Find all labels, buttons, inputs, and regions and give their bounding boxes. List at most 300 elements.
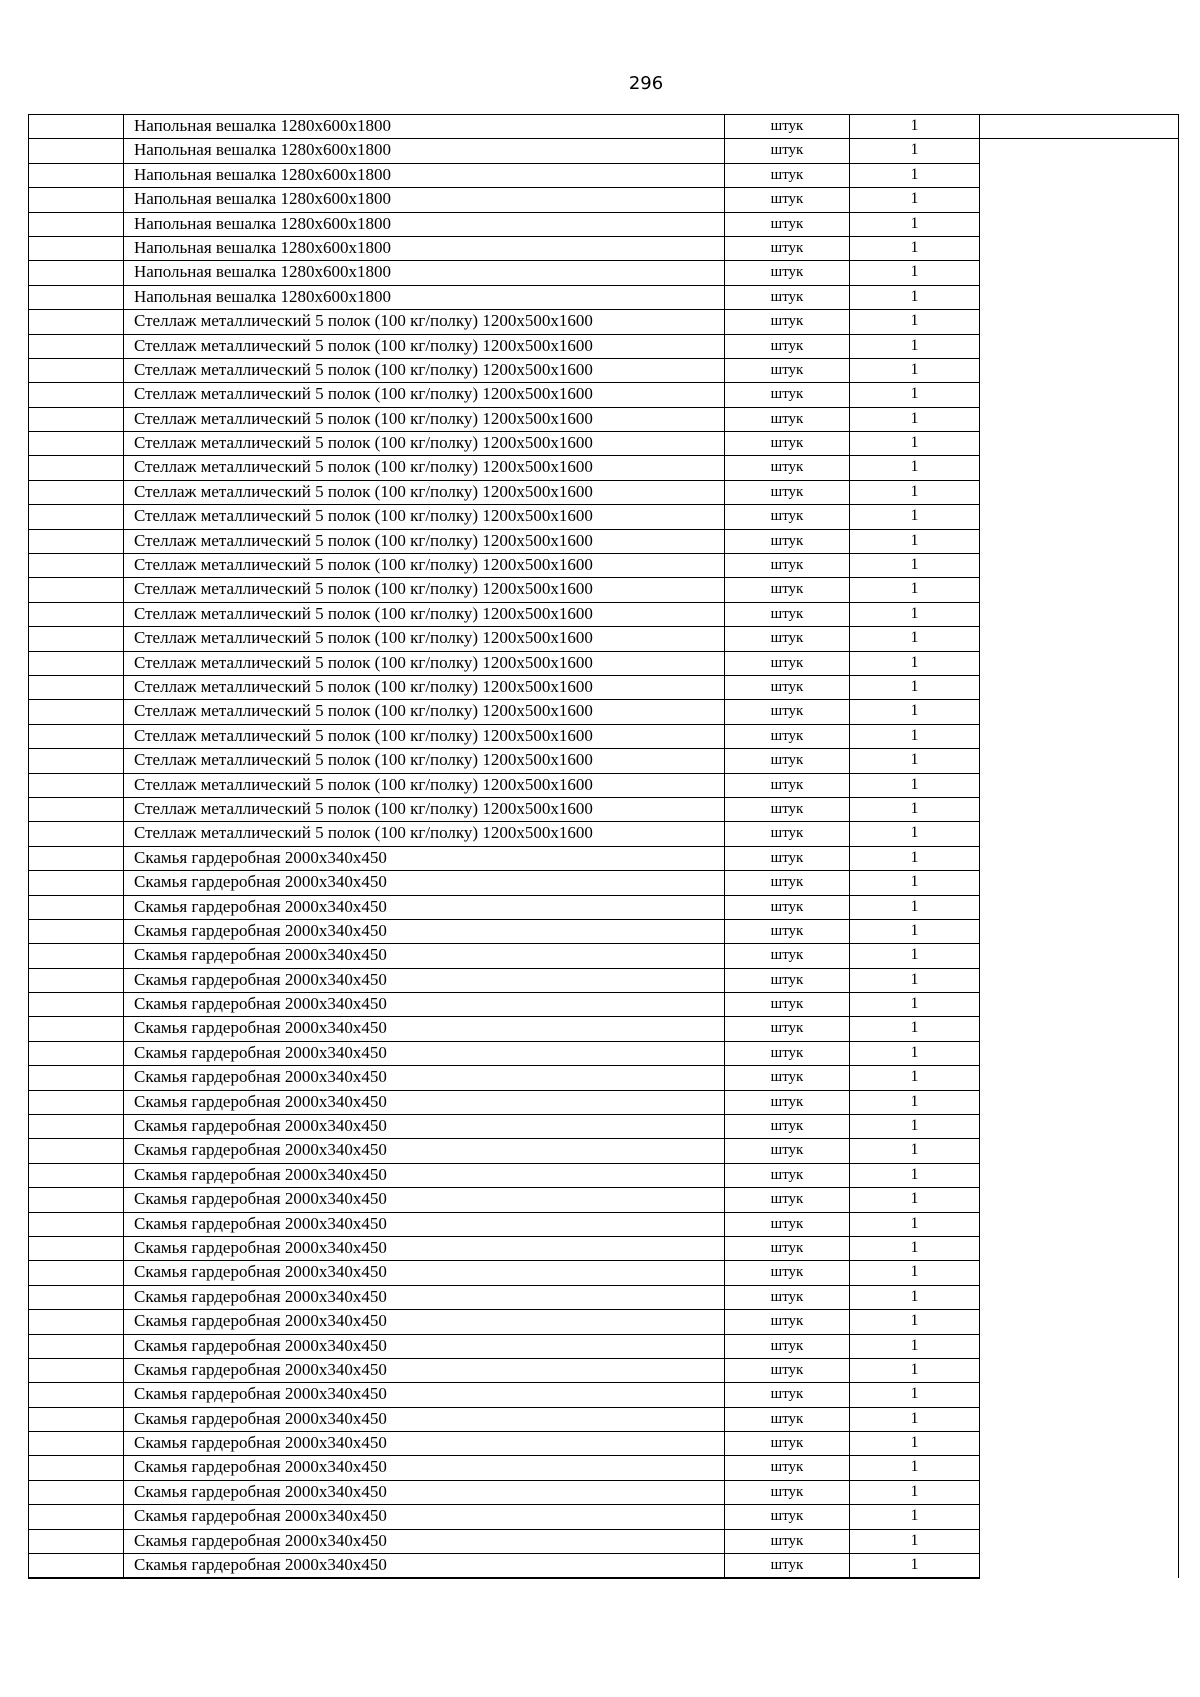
note-cell [980,115,1179,139]
quantity-cell: 1 [850,749,980,773]
item-name-cell: Скамья гардеробная 2000х340х450 [124,1261,725,1285]
note-cell [980,310,1179,334]
table-row [29,1529,1179,1553]
row-number-cell [29,407,124,431]
quantity-cell: 1 [850,1554,980,1579]
unit-cell: штук [725,212,850,236]
quantity-cell: 1 [850,261,980,285]
table-row [29,432,1179,456]
note-cell [980,1505,1179,1529]
quantity-cell: 1 [850,188,980,212]
note-cell [980,188,1179,212]
note-cell [980,554,1179,578]
table-row [29,1456,1179,1480]
table-row [29,1432,1179,1456]
quantity-cell: 1 [850,432,980,456]
unit-cell: штук [725,1090,850,1114]
item-name-cell: Скамья гардеробная 2000х340х450 [124,1066,725,1090]
unit-cell: штук [725,1407,850,1431]
item-name-cell: Стеллаж металлический 5 полок (100 кг/полку) 1200х500х1600 [124,822,725,846]
note-cell [980,358,1179,382]
quantity-cell: 1 [850,1529,980,1553]
table-row [29,139,1179,163]
row-number-cell [29,1383,124,1407]
item-name-cell: Напольная вешалка 1280х600х1800 [124,163,725,187]
unit-cell: штук [725,456,850,480]
item-name-cell: Стеллаж металлический 5 полок (100 кг/полку) 1200х500х1600 [124,627,725,651]
item-name-cell: Напольная вешалка 1280х600х1800 [124,139,725,163]
note-cell [980,529,1179,553]
row-number-cell [29,944,124,968]
row-number-cell [29,773,124,797]
note-cell [980,334,1179,358]
table-row [29,1163,1179,1187]
quantity-cell: 1 [850,334,980,358]
quantity-cell: 1 [850,163,980,187]
unit-cell: штук [725,1115,850,1139]
unit-cell: штук [725,432,850,456]
table-row [29,944,1179,968]
quantity-cell: 1 [850,358,980,382]
table-row [29,749,1179,773]
item-name-cell: Скамья гардеробная 2000х340х450 [124,1212,725,1236]
quantity-cell: 1 [850,212,980,236]
row-number-cell [29,1407,124,1431]
quantity-cell: 1 [850,1041,980,1065]
quantity-cell: 1 [850,1310,980,1334]
row-number-cell [29,895,124,919]
table-row [29,700,1179,724]
unit-cell: штук [725,1383,850,1407]
note-cell [980,749,1179,773]
quantity-cell: 1 [850,724,980,748]
unit-cell: штук [725,1285,850,1309]
quantity-cell: 1 [850,139,980,163]
note-cell [980,1456,1179,1480]
row-number-cell [29,1480,124,1504]
quantity-cell: 1 [850,944,980,968]
quantity-cell: 1 [850,1480,980,1504]
table-row [29,1115,1179,1139]
note-cell [980,1163,1179,1187]
quantity-cell: 1 [850,993,980,1017]
quantity-cell: 1 [850,1432,980,1456]
quantity-cell: 1 [850,1188,980,1212]
unit-cell: штук [725,1310,850,1334]
table-row [29,1554,1179,1579]
table-row [29,1334,1179,1358]
table-row [29,163,1179,187]
row-number-cell [29,1236,124,1260]
quantity-cell: 1 [850,554,980,578]
item-name-cell: Напольная вешалка 1280х600х1800 [124,115,725,139]
item-name-cell: Стеллаж металлический 5 полок (100 кг/полку) 1200х500х1600 [124,334,725,358]
note-cell [980,822,1179,846]
unit-cell: штук [725,968,850,992]
row-number-cell [29,1505,124,1529]
unit-cell: штук [725,871,850,895]
unit-cell: штук [725,1212,850,1236]
row-number-cell [29,871,124,895]
unit-cell: штук [725,505,850,529]
unit-cell: штук [725,749,850,773]
row-number-cell [29,1090,124,1114]
note-cell [980,212,1179,236]
table-row [29,822,1179,846]
table-row [29,1310,1179,1334]
quantity-cell: 1 [850,602,980,626]
row-number-cell [29,846,124,870]
item-name-cell: Стеллаж металлический 5 полок (100 кг/полку) 1200х500х1600 [124,773,725,797]
item-name-cell: Напольная вешалка 1280х600х1800 [124,236,725,260]
unit-cell: штук [725,627,850,651]
note-cell [980,285,1179,309]
unit-cell: штук [725,1139,850,1163]
item-name-cell: Стеллаж металлический 5 полок (100 кг/полку) 1200х500х1600 [124,310,725,334]
note-cell [980,163,1179,187]
quantity-cell: 1 [850,1139,980,1163]
unit-cell: штук [725,1041,850,1065]
equipment-table [28,114,1179,1579]
item-name-cell: Стеллаж металлический 5 полок (100 кг/полку) 1200х500х1600 [124,724,725,748]
note-cell [980,919,1179,943]
quantity-cell: 1 [850,1407,980,1431]
unit-cell: штук [725,1066,850,1090]
item-name-cell: Напольная вешалка 1280х600х1800 [124,261,725,285]
item-name-cell: Скамья гардеробная 2000х340х450 [124,1163,725,1187]
unit-cell: штук [725,1188,850,1212]
note-cell [980,895,1179,919]
quantity-cell: 1 [850,773,980,797]
row-number-cell [29,139,124,163]
item-name-cell: Скамья гардеробная 2000х340х450 [124,1139,725,1163]
unit-cell: штук [725,1554,850,1579]
table-row [29,724,1179,748]
item-name-cell: Скамья гардеробная 2000х340х450 [124,1115,725,1139]
unit-cell: штук [725,383,850,407]
note-cell [980,1407,1179,1431]
row-number-cell [29,1066,124,1090]
item-name-cell: Стеллаж металлический 5 полок (100 кг/полку) 1200х500х1600 [124,529,725,553]
note-cell [980,1212,1179,1236]
table-row [29,968,1179,992]
unit-cell: штук [725,261,850,285]
note-cell [980,846,1179,870]
note-cell [980,261,1179,285]
unit-cell: штук [725,944,850,968]
unit-cell: штук [725,1480,850,1504]
table-row [29,505,1179,529]
table-row [29,480,1179,504]
row-number-cell [29,675,124,699]
table-row [29,1139,1179,1163]
quantity-cell: 1 [850,822,980,846]
item-name-cell: Скамья гардеробная 2000х340х450 [124,1383,725,1407]
quantity-cell: 1 [850,1383,980,1407]
table-row [29,627,1179,651]
quantity-cell: 1 [850,651,980,675]
note-cell [980,797,1179,821]
row-number-cell [29,724,124,748]
note-cell [980,1115,1179,1139]
row-number-cell [29,1456,124,1480]
table-row [29,797,1179,821]
item-name-cell: Скамья гардеробная 2000х340х450 [124,944,725,968]
row-number-cell [29,749,124,773]
unit-cell: штук [725,1236,850,1260]
unit-cell: штук [725,822,850,846]
item-name-cell: Скамья гардеробная 2000х340х450 [124,846,725,870]
row-number-cell [29,1163,124,1187]
note-cell [980,651,1179,675]
row-number-cell [29,1358,124,1382]
table-row [29,846,1179,870]
quantity-cell: 1 [850,1212,980,1236]
unit-cell: штук [725,724,850,748]
item-name-cell: Скамья гардеробная 2000х340х450 [124,1041,725,1065]
quantity-cell: 1 [850,1261,980,1285]
quantity-cell: 1 [850,236,980,260]
quantity-cell: 1 [850,1334,980,1358]
note-cell [980,724,1179,748]
note-cell [980,993,1179,1017]
item-name-cell: Напольная вешалка 1280х600х1800 [124,285,725,309]
note-cell [980,139,1179,163]
item-name-cell: Скамья гардеробная 2000х340х450 [124,871,725,895]
table-row [29,358,1179,382]
note-cell [980,627,1179,651]
unit-cell: штук [725,163,850,187]
row-number-cell [29,968,124,992]
table-row [29,675,1179,699]
table-row [29,1505,1179,1529]
quantity-cell: 1 [850,1115,980,1139]
quantity-cell: 1 [850,797,980,821]
item-name-cell: Скамья гардеробная 2000х340х450 [124,1285,725,1309]
unit-cell: штук [725,1334,850,1358]
quantity-cell: 1 [850,1358,980,1382]
table-row [29,1285,1179,1309]
quantity-cell: 1 [850,578,980,602]
note-cell [980,1383,1179,1407]
unit-cell: штук [725,797,850,821]
note-cell [980,602,1179,626]
row-number-cell [29,797,124,821]
item-name-cell: Стеллаж металлический 5 полок (100 кг/полку) 1200х500х1600 [124,432,725,456]
unit-cell: штук [725,602,850,626]
note-cell [980,1358,1179,1382]
quantity-cell: 1 [850,115,980,139]
table-row [29,1261,1179,1285]
item-name-cell: Скамья гардеробная 2000х340х450 [124,1310,725,1334]
item-name-cell: Стеллаж металлический 5 полок (100 кг/полку) 1200х500х1600 [124,480,725,504]
note-cell [980,1432,1179,1456]
item-name-cell: Стеллаж металлический 5 полок (100 кг/полку) 1200х500х1600 [124,700,725,724]
row-number-cell [29,236,124,260]
table-row [29,1041,1179,1065]
quantity-cell: 1 [850,968,980,992]
table-row [29,773,1179,797]
row-number-cell [29,115,124,139]
note-cell [980,773,1179,797]
note-cell [980,1529,1179,1553]
table-row [29,188,1179,212]
row-number-cell [29,163,124,187]
unit-cell: штук [725,554,850,578]
item-name-cell: Скамья гардеробная 2000х340х450 [124,1358,725,1382]
table-row [29,578,1179,602]
table-row [29,1407,1179,1431]
unit-cell: штук [725,993,850,1017]
row-number-cell [29,188,124,212]
row-number-cell [29,1334,124,1358]
unit-cell: штук [725,895,850,919]
quantity-cell: 1 [850,1066,980,1090]
quantity-cell: 1 [850,480,980,504]
table-row [29,261,1179,285]
unit-cell: штук [725,919,850,943]
item-name-cell: Скамья гардеробная 2000х340х450 [124,1017,725,1041]
table-row [29,1066,1179,1090]
quantity-cell: 1 [850,529,980,553]
quantity-cell: 1 [850,383,980,407]
item-name-cell: Скамья гардеробная 2000х340х450 [124,1554,725,1579]
item-name-cell: Стеллаж металлический 5 полок (100 кг/полку) 1200х500х1600 [124,456,725,480]
quantity-cell: 1 [850,919,980,943]
row-number-cell [29,651,124,675]
unit-cell: штук [725,480,850,504]
row-number-cell [29,505,124,529]
table-row [29,529,1179,553]
item-name-cell: Стеллаж металлический 5 полок (100 кг/полку) 1200х500х1600 [124,505,725,529]
row-number-cell [29,261,124,285]
quantity-cell: 1 [850,1456,980,1480]
table-row [29,895,1179,919]
item-name-cell: Скамья гардеробная 2000х340х450 [124,1456,725,1480]
item-name-cell: Скамья гардеробная 2000х340х450 [124,1236,725,1260]
row-number-cell [29,456,124,480]
note-cell [980,1066,1179,1090]
quantity-cell: 1 [850,675,980,699]
unit-cell: штук [725,1017,850,1041]
row-number-cell [29,700,124,724]
quantity-cell: 1 [850,871,980,895]
unit-cell: штук [725,578,850,602]
quantity-cell: 1 [850,1090,980,1114]
unit-cell: штук [725,334,850,358]
row-number-cell [29,1261,124,1285]
note-cell [980,1236,1179,1260]
row-number-cell [29,1041,124,1065]
quantity-cell: 1 [850,627,980,651]
table-row [29,602,1179,626]
table-row [29,1212,1179,1236]
unit-cell: штук [725,236,850,260]
unit-cell: штук [725,675,850,699]
row-number-cell [29,212,124,236]
item-name-cell: Стеллаж металлический 5 полок (100 кг/полку) 1200х500х1600 [124,383,725,407]
row-number-cell [29,993,124,1017]
unit-cell: штук [725,773,850,797]
table-row [29,1358,1179,1382]
quantity-cell: 1 [850,1017,980,1041]
note-cell [980,432,1179,456]
row-number-cell [29,1432,124,1456]
quantity-cell: 1 [850,700,980,724]
unit-cell: штук [725,358,850,382]
item-name-cell: Скамья гардеробная 2000х340х450 [124,1505,725,1529]
item-name-cell: Напольная вешалка 1280х600х1800 [124,188,725,212]
row-number-cell [29,310,124,334]
item-name-cell: Скамья гардеробная 2000х340х450 [124,1334,725,1358]
table-row [29,115,1179,139]
row-number-cell [29,1188,124,1212]
row-number-cell [29,919,124,943]
quantity-cell: 1 [850,1163,980,1187]
item-name-cell: Скамья гардеробная 2000х340х450 [124,919,725,943]
item-name-cell: Скамья гардеробная 2000х340х450 [124,895,725,919]
note-cell [980,456,1179,480]
item-name-cell: Стеллаж металлический 5 полок (100 кг/полку) 1200х500х1600 [124,602,725,626]
quantity-cell: 1 [850,407,980,431]
unit-cell: штук [725,846,850,870]
note-cell [980,871,1179,895]
note-cell [980,1285,1179,1309]
quantity-cell: 1 [850,310,980,334]
table-row [29,285,1179,309]
item-name-cell: Скамья гардеробная 2000х340х450 [124,1480,725,1504]
row-number-cell [29,480,124,504]
row-number-cell [29,554,124,578]
item-name-cell: Скамья гардеробная 2000х340х450 [124,968,725,992]
item-name-cell: Скамья гардеробная 2000х340х450 [124,1529,725,1553]
item-name-cell: Стеллаж металлический 5 полок (100 кг/полку) 1200х500х1600 [124,675,725,699]
row-number-cell [29,1529,124,1553]
unit-cell: штук [725,1261,850,1285]
item-name-cell: Стеллаж металлический 5 полок (100 кг/полку) 1200х500х1600 [124,797,725,821]
note-cell [980,1017,1179,1041]
row-number-cell [29,1212,124,1236]
note-cell [980,480,1179,504]
row-number-cell [29,358,124,382]
note-cell [980,407,1179,431]
item-name-cell: Стеллаж металлический 5 полок (100 кг/полку) 1200х500х1600 [124,358,725,382]
table-row [29,651,1179,675]
note-cell [980,1139,1179,1163]
item-name-cell: Скамья гардеробная 2000х340х450 [124,993,725,1017]
row-number-cell [29,602,124,626]
table-row [29,212,1179,236]
note-cell [980,1090,1179,1114]
quantity-cell: 1 [850,456,980,480]
table-row [29,407,1179,431]
row-number-cell [29,822,124,846]
row-number-cell [29,1115,124,1139]
note-cell [980,1554,1179,1579]
row-number-cell [29,1554,124,1579]
row-number-cell [29,578,124,602]
note-cell [980,1334,1179,1358]
unit-cell: штук [725,115,850,139]
note-cell [980,383,1179,407]
unit-cell: штук [725,1358,850,1382]
note-cell [980,944,1179,968]
unit-cell: штук [725,188,850,212]
item-name-cell: Напольная вешалка 1280х600х1800 [124,212,725,236]
quantity-cell: 1 [850,505,980,529]
unit-cell: штук [725,1432,850,1456]
table-row [29,1017,1179,1041]
